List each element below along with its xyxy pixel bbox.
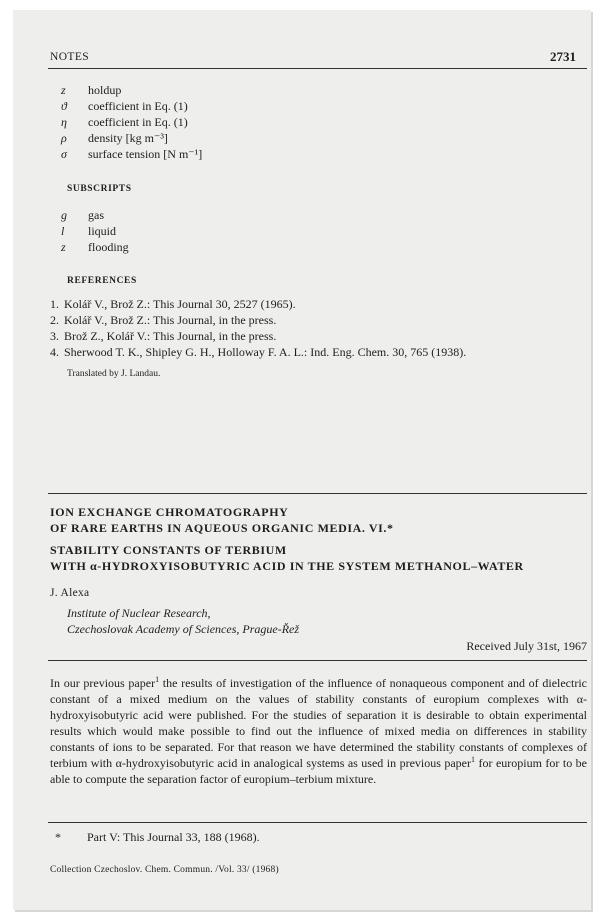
symbol-definition: coefficient in Eq. (1) <box>88 115 188 129</box>
reference-text: Brož Z., Kolář V.: This Journal, in the press. <box>64 329 277 343</box>
references-heading: REFERENCES <box>67 276 137 286</box>
citation-marker: 1 <box>155 675 160 684</box>
footnote-text: Part V: This Journal 33, 188 (1968). <box>87 830 260 844</box>
article-body-paragraph <box>50 675 587 787</box>
citation-marker: 1 <box>471 755 476 764</box>
affiliation-line1: Institute of Nuclear Research, <box>67 606 211 620</box>
journal-page <box>13 10 591 910</box>
symbol-definition: surface tension [N m⁻¹] <box>88 147 203 161</box>
reference-item <box>50 313 276 328</box>
running-title: NOTES <box>50 51 90 63</box>
reference-text: Kolář V., Brož Z.: This Journal 30, 2527 (1965). <box>64 297 296 311</box>
reference-number: 2. <box>50 313 59 327</box>
article-title-line2: OF RARE EARTHS IN AQUEOUS ORGANIC MEDIA. VI.* <box>50 521 394 535</box>
article-title-line1: ION EXCHANGE CHROMATOGRAPHY <box>50 505 289 519</box>
subscript-definition: gas <box>88 208 104 222</box>
article-subtitle-line2: WITH α-HYDROXYISOBUTYRIC ACID IN THE SYSTEM METHANOL–WATER <box>50 559 524 573</box>
reference-number: 1. <box>50 297 59 311</box>
reference-item <box>50 329 276 344</box>
symbol: ϑ <box>61 99 67 113</box>
journal-colophon: Collection Czechoslov. Chem. Commun. /Vol. 33/ (1968) <box>50 865 279 875</box>
body-text-segment: the results of investigation of the influence of nonaqueous component and of dielectric constant of a mixed medium on the values of stability constants of europium complexes with α-hydroxyisobutyric acid were published. For the studies of separation it is desirable to obtain experimental results which would make possible to find out the influence of mixed media on differences in stability constants of ions to be separated. For that reason we have determined the stability constants of complexes of terbium with α-hydroxyisobutyric acid in analogical systems as used in previous paper <box>50 676 588 770</box>
footnote-rule <box>48 822 587 823</box>
symbol: η <box>61 115 67 129</box>
reference-text: Kolář V., Brož Z.: This Journal, in the press. <box>64 313 277 327</box>
subscript-symbol: g <box>61 208 67 222</box>
symbol: σ <box>61 147 67 161</box>
body-text-segment: In our previous paper <box>50 676 156 690</box>
abstract-rule <box>48 660 587 661</box>
subscript-definition: flooding <box>88 240 129 254</box>
subscript-definition: liquid <box>88 224 117 238</box>
received-date: Received July 31st, 1967 <box>466 639 587 653</box>
reference-number: 3. <box>50 329 59 343</box>
subscript-symbol: z <box>61 240 66 254</box>
author-name: J. Alexa <box>50 587 90 599</box>
footnote-marker: * <box>55 830 61 844</box>
symbol: z <box>61 83 66 97</box>
symbol: ρ <box>61 131 67 145</box>
page-number: 2731 <box>550 49 576 64</box>
affiliation-line2: Czechoslovak Academy of Sciences, Prague-Řež <box>67 622 300 636</box>
reference-number: 4. <box>50 345 59 359</box>
body-text-segment: for europium for to be able to compute the separation factor of europium–terbium mixture. <box>50 756 587 786</box>
article-subtitle-line1: STABILITY CONSTANTS OF TERBIUM <box>50 543 287 557</box>
subscript-symbol: l <box>61 224 65 238</box>
symbol-definition: density [kg m⁻³] <box>88 131 168 145</box>
header-rule <box>48 68 587 69</box>
subscripts-heading: SUBSCRIPTS <box>67 184 132 194</box>
reference-item <box>50 297 296 312</box>
reference-item <box>50 345 466 360</box>
symbol-definition: coefficient in Eq. (1) <box>88 99 188 113</box>
reference-text: Sherwood T. K., Shipley G. H., Holloway F. A. L.: Ind. Eng. Chem. 30, 765 (1938). <box>64 345 467 359</box>
translator-credit: Translated by J. Landau. <box>67 369 161 379</box>
symbol-definition: holdup <box>88 83 122 97</box>
article-separator-rule <box>48 493 587 494</box>
